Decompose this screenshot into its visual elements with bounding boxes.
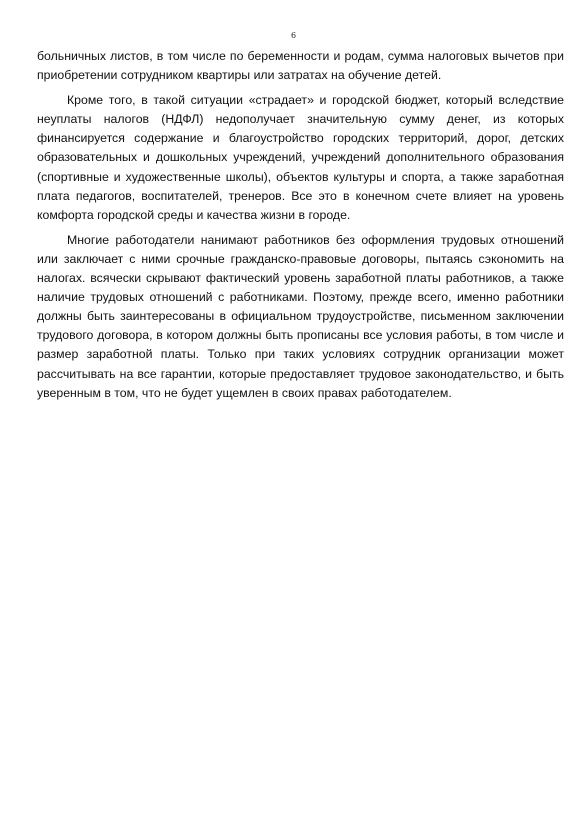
paragraph-employers: Многие работодатели нанимают работников без оформления трудовых отношений или заключает с ними срочные гражданско-правовые договоры, пытаясь сэкономить на налогах. всячески скрывают фактический уровень заработной платы работников, а также наличие трудовых отношений с работниками. Поэтому, прежде всего, именно работники должны быть заинтересованы в официальном трудоустройстве, письменном заключении трудового договора, в котором должны быть прописаны все условия работы, в том числе и размер заработной платы. Только при таких условиях сотрудник организации может рассчитывать на все гарантии, которые предоставляет трудовое законодательство, и быть уверенным в том, что не будет ущемлен в своих правах работодателем. [37,232,564,400]
page-number: 6 [290,31,297,40]
document-body [37,47,564,409]
paragraph-continuation: больничных листов, в том числе по беременности и родам, сумма налоговых вычетов при приобретении сотрудником квартиры или затратах на обучение детей. [37,49,564,83]
paragraph-city-budget: Кроме того, в такой ситуации «страдает» и городской бюджет, который вследствие неуплаты налогов (НДФЛ) недополучает значительную сумму денег, из которых финансируется содержание и благоустройство городских территорий, дорог, детских образовательных и дошкольных учреждений, учреждений дополнительного образования (спортивные и художественные школы), объектов культуры и спорта, а также заработная плата педагогов, воспитателей, тренеров. Все это в конечном счете влияет на уровень комфорта городской среды и качества жизни в городе. [37,93,564,222]
